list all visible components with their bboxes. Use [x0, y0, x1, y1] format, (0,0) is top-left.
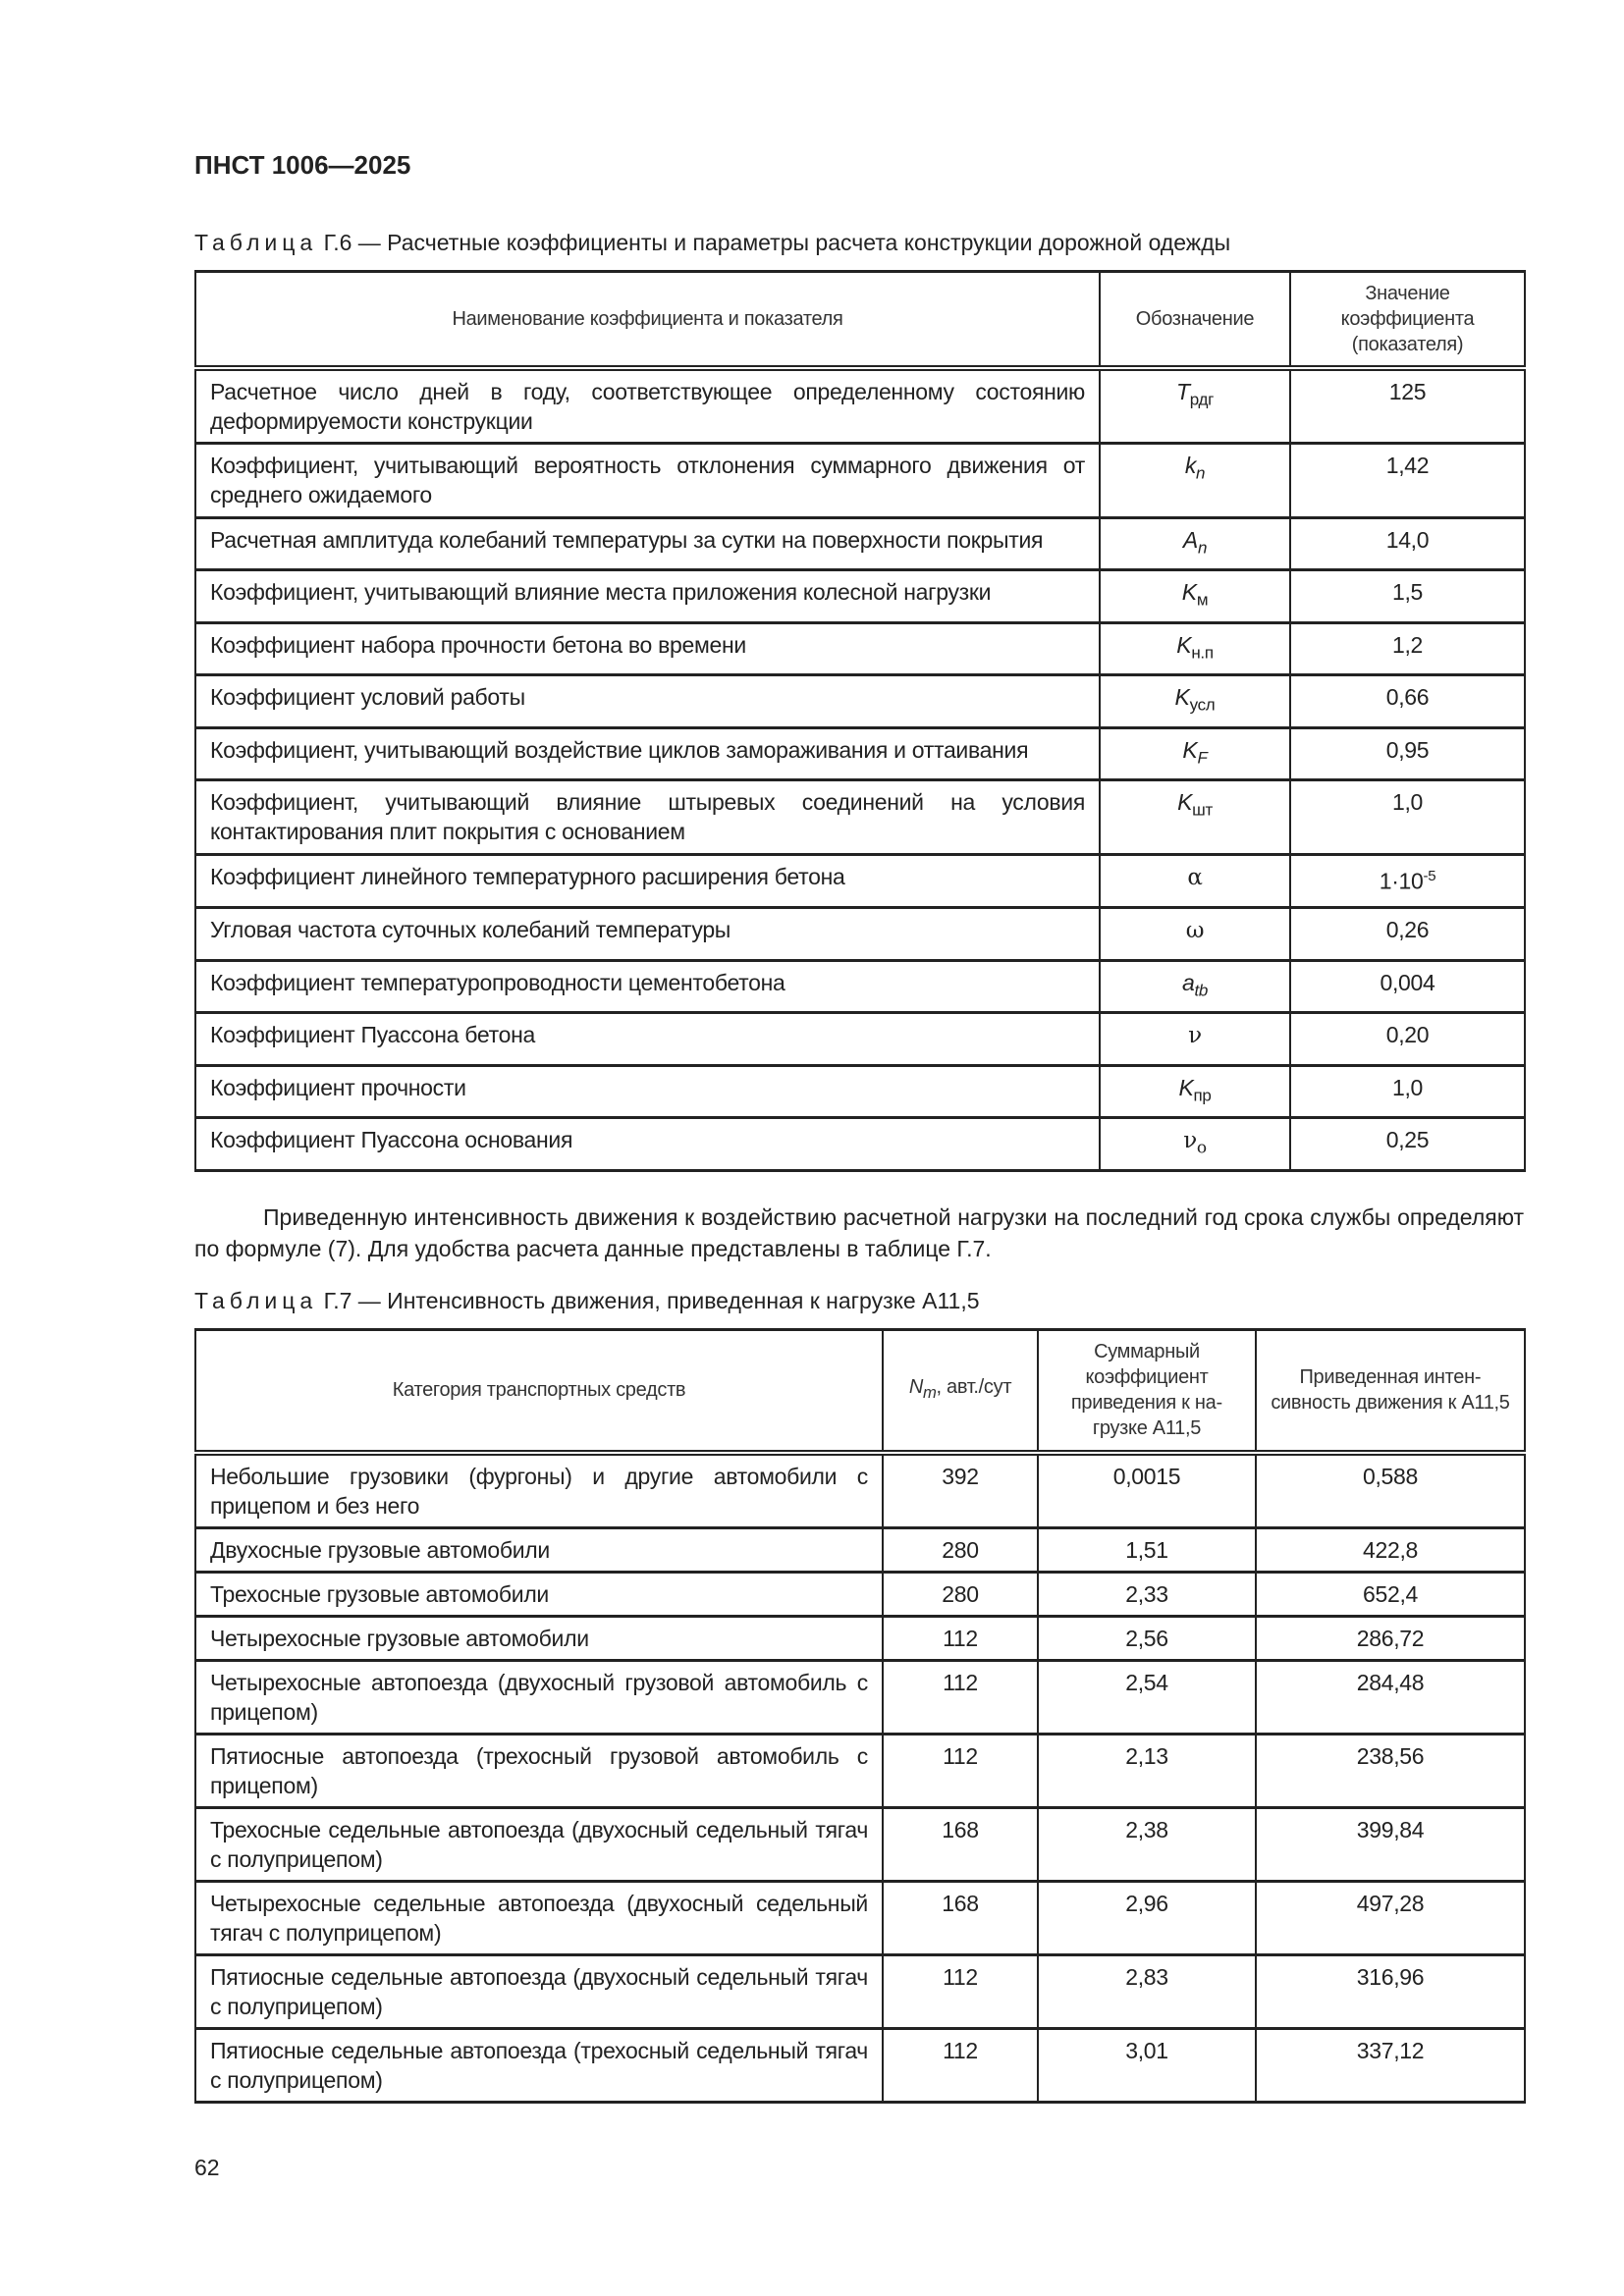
- table-row: [195, 1954, 1525, 2028]
- header-intensity: Приведенная интенсивность движения к А11,5: [1256, 1330, 1525, 1453]
- table-row: [195, 1616, 1525, 1660]
- coefficient-symbol: [1100, 855, 1290, 908]
- nm-value: 112: [883, 1616, 1038, 1660]
- symbol-letter: K: [1178, 1074, 1194, 1100]
- coefficient-value: [1290, 368, 1525, 444]
- coefficient-value: [1290, 622, 1525, 675]
- coefficient-value: 3,01: [1038, 2028, 1256, 2102]
- symbol-letter: k: [1184, 452, 1197, 478]
- coefficient-symbol: [1100, 570, 1290, 623]
- vehicle-category: Пятиосные автопоезда (трехосный грузовой автомобиль с прицепом): [195, 1734, 883, 1807]
- symbol-letter: A: [1182, 526, 1198, 553]
- coefficient-name: Коэффициент Пуассона бетона: [195, 1013, 1100, 1066]
- coefficient-value: 2,54: [1038, 1660, 1256, 1734]
- nm-value: 168: [883, 1807, 1038, 1881]
- coefficient-value: [1290, 1013, 1525, 1066]
- symbol-subscript: n: [1197, 538, 1208, 558]
- intensity-value: 399,84: [1256, 1807, 1525, 1881]
- value: 0,26: [1385, 917, 1430, 943]
- value: 0,25: [1385, 1127, 1430, 1153]
- coefficient-symbol: [1100, 622, 1290, 675]
- table-row: [195, 1118, 1525, 1171]
- coefficient-value: 2,33: [1038, 1572, 1256, 1616]
- coefficient-value: 0,0015: [1038, 1453, 1256, 1528]
- value: 1,0: [1391, 789, 1424, 816]
- symbol: [1177, 789, 1213, 821]
- table-row: [195, 570, 1525, 623]
- symbol: [1178, 1074, 1212, 1105]
- symbol-subscript: о: [1196, 1139, 1207, 1159]
- symbol-subscript: tb: [1194, 981, 1209, 1000]
- nm-subscript: m: [922, 1383, 937, 1403]
- value: 1·10: [1379, 869, 1424, 895]
- coefficient-symbol: [1100, 960, 1290, 1013]
- table-row: [195, 908, 1525, 961]
- symbol-letter: K: [1177, 789, 1193, 816]
- symbol-letter: ν: [1183, 1128, 1197, 1154]
- coefficient-value: [1290, 443, 1525, 517]
- coefficient-value: 1,51: [1038, 1527, 1256, 1572]
- coefficient-value: [1290, 517, 1525, 570]
- symbol-letter: K: [1176, 631, 1192, 658]
- value: 1,0: [1391, 1074, 1424, 1100]
- symbol-subscript: F: [1197, 748, 1208, 768]
- table-row: [195, 1734, 1525, 1807]
- table-row: [195, 675, 1525, 728]
- intensity-value: 497,28: [1256, 1881, 1525, 1954]
- symbol: [1174, 684, 1216, 715]
- caption-text: Г.6 — Расчетные коэффициенты и параметры расчета конструкции дорожной одежды: [323, 230, 1231, 255]
- intensity-value: 422,8: [1256, 1527, 1525, 1572]
- coefficient-symbol: [1100, 1013, 1290, 1066]
- coefficient-symbol: [1100, 908, 1290, 961]
- vehicle-category: Четырехосные грузовые автомобили: [195, 1616, 883, 1660]
- symbol: [1183, 1128, 1207, 1159]
- coefficient-symbol: [1100, 1118, 1290, 1171]
- vehicle-category: Трехосные грузовые автомобили: [195, 1572, 883, 1616]
- coefficient-value: [1290, 675, 1525, 728]
- nm-value: 280: [883, 1527, 1038, 1572]
- vehicle-category: Пятиосные седельные автопоезда (двухосный седельный тягач с полуприцепом): [195, 1954, 883, 2028]
- nm-value: 392: [883, 1453, 1038, 1528]
- symbol: [1187, 865, 1202, 890]
- coefficient-value: [1290, 1118, 1525, 1171]
- nm-value: 112: [883, 1660, 1038, 1734]
- vehicle-category: Четырехосные автопоезда (двухосный грузовой автомобиль с прицепом): [195, 1660, 883, 1734]
- value: 0,004: [1380, 969, 1435, 995]
- value: 0,66: [1385, 684, 1430, 711]
- table-g7: [194, 1328, 1526, 2104]
- symbol-subscript: рдг: [1189, 390, 1215, 409]
- coefficient-value: [1290, 727, 1525, 780]
- symbol-letter: α: [1187, 865, 1203, 891]
- coefficient-value: [1290, 780, 1525, 855]
- intensity-value: 284,48: [1256, 1660, 1525, 1734]
- table-row: [195, 780, 1525, 855]
- table-g6: [194, 270, 1526, 1172]
- coefficient-name: Коэффициент, учитывающий вероятность отклонения суммарного движения от среднего ожидаемого: [195, 443, 1100, 517]
- coefficient-symbol: [1100, 368, 1290, 444]
- table-row: [195, 1807, 1525, 1881]
- coefficient-value: 2,83: [1038, 1954, 1256, 2028]
- caption-word: Таблица: [194, 230, 318, 255]
- table-row: [195, 368, 1525, 444]
- table-row: [195, 517, 1525, 570]
- coefficient-name: Коэффициент Пуассона основания: [195, 1118, 1100, 1171]
- symbol-letter: ν: [1188, 1023, 1202, 1049]
- body-paragraph: Приведенную интенсивность движения к воздействию расчетной нагрузки на последний год срока службы определяют по формуле (7). Для удобства расчета данные представлены в таблице Г.7.: [194, 1204, 1524, 1262]
- symbol: [1181, 579, 1209, 610]
- vehicle-category: Четырехосные седельные автопоезда (двухосный седельный тягач с полуприцепом): [195, 1881, 883, 1954]
- value: 0,20: [1385, 1022, 1430, 1048]
- vehicle-category: Двухосные грузовые автомобили: [195, 1527, 883, 1572]
- coefficient-name: Коэффициент, учитывающий влияние штыревых соединений на условия контактирования плит покрытия с основанием: [195, 780, 1100, 855]
- vehicle-category: Пятиосные седельные автопоезда (трехосный седельный тягач с полуприцепом): [195, 2028, 883, 2102]
- table-row: [195, 443, 1525, 517]
- table-row: [195, 960, 1525, 1013]
- nm-unit: , авт./сут: [936, 1376, 1012, 1399]
- coefficient-name: Коэффициент, учитывающий воздействие циклов замораживания и оттаивания: [195, 727, 1100, 780]
- coefficient-name: Коэффициент прочности: [195, 1065, 1100, 1118]
- table-row: [195, 1065, 1525, 1118]
- header-category: Категория транспортных средств: [195, 1330, 883, 1453]
- caption-word: Таблица: [194, 1288, 318, 1314]
- document-id: ПНСТ 1006—2025: [194, 150, 411, 180]
- intensity-value: 286,72: [1256, 1616, 1525, 1660]
- table-row: [195, 727, 1525, 780]
- intensity-value: 337,12: [1256, 2028, 1525, 2102]
- value: 1,2: [1391, 631, 1424, 658]
- page-number: 62: [194, 2154, 220, 2180]
- coefficient-value: [1290, 855, 1525, 908]
- symbol-letter: K: [1182, 736, 1198, 763]
- table-row: [195, 1453, 1525, 1528]
- header-nm: [883, 1330, 1038, 1453]
- header-value: Значение коэффициента (показателя): [1290, 272, 1525, 368]
- coefficient-symbol: [1100, 517, 1290, 570]
- symbol-letter: ω: [1185, 918, 1205, 944]
- symbol: [1188, 1023, 1202, 1048]
- coefficient-name: Коэффициент, учитывающий влияние места приложения колесной нагрузки: [195, 570, 1100, 623]
- table-row: [195, 855, 1525, 908]
- coefficient-value: [1290, 1065, 1525, 1118]
- nm-value: 112: [883, 1734, 1038, 1807]
- symbol: [1175, 378, 1215, 409]
- value-exponent: -5: [1423, 868, 1436, 885]
- intensity-value: 316,96: [1256, 1954, 1525, 2028]
- nm-value: 280: [883, 1572, 1038, 1616]
- symbol: [1181, 969, 1209, 1000]
- intensity-value: 238,56: [1256, 1734, 1525, 1807]
- header-coefficient: Суммарный коэффициент приведения к нагрузке А11,5: [1038, 1330, 1256, 1453]
- coefficient-name: Расчетная амплитуда колебаний температуры за сутки на поверхности покрытия: [195, 517, 1100, 570]
- coefficient-value: [1290, 960, 1525, 1013]
- nm-value: 112: [883, 2028, 1038, 2102]
- symbol: [1182, 526, 1208, 558]
- table-g7-caption: [194, 1286, 1524, 1315]
- coefficient-value: [1290, 908, 1525, 961]
- header-name: Наименование коэффициента и показателя: [195, 272, 1100, 368]
- table-row: [195, 1881, 1525, 1954]
- symbol-subscript: н.п: [1191, 643, 1214, 663]
- table-row: [195, 1572, 1525, 1616]
- intensity-value: 652,4: [1256, 1572, 1525, 1616]
- table-g6-caption: [194, 228, 1524, 257]
- symbol-subscript: м: [1196, 590, 1209, 610]
- nm-value: 112: [883, 1954, 1038, 2028]
- vehicle-category: Небольшие грузовики (фургоны) и другие автомобили с прицепом и без него: [195, 1453, 883, 1528]
- symbol-letter: K: [1174, 684, 1190, 711]
- coefficient-value: 2,56: [1038, 1616, 1256, 1660]
- coefficient-name: Коэффициент набора прочности бетона во времени: [195, 622, 1100, 675]
- symbol: [1182, 736, 1208, 768]
- value: 125: [1388, 378, 1427, 404]
- coefficient-value: 2,13: [1038, 1734, 1256, 1807]
- coefficient-symbol: [1100, 727, 1290, 780]
- coefficient-symbol: [1100, 780, 1290, 855]
- intensity-value: 0,588: [1256, 1453, 1525, 1528]
- coefficient-name: Угловая частота суточных колебаний температуры: [195, 908, 1100, 961]
- symbol-letter: T: [1175, 378, 1190, 404]
- symbol: [1184, 452, 1206, 483]
- symbol-subscript: шт: [1192, 801, 1213, 821]
- coefficient-value: 2,96: [1038, 1881, 1256, 1954]
- value: 1,5: [1391, 579, 1424, 606]
- table-row: [195, 1527, 1525, 1572]
- caption-text: Г.7 — Интенсивность движения, приведенная к нагрузке А11,5: [323, 1288, 980, 1314]
- value: 14,0: [1385, 526, 1430, 553]
- coefficient-name: Коэффициент условий работы: [195, 675, 1100, 728]
- vehicle-category: Трехосные седельные автопоезда (двухосный седельный тягач с полуприцепом): [195, 1807, 883, 1881]
- coefficient-name: Коэффициент линейного температурного расширения бетона: [195, 855, 1100, 908]
- coefficient-value: [1290, 570, 1525, 623]
- nm-symbol: N: [908, 1376, 923, 1399]
- table-row: [195, 1013, 1525, 1066]
- header-symbol: Обозначение: [1100, 272, 1290, 368]
- coefficient-symbol: [1100, 443, 1290, 517]
- table-row: [195, 1660, 1525, 1734]
- value: 1,42: [1385, 452, 1430, 478]
- coefficient-name: Расчетное число дней в году, соответствующее определенному состоянию деформируемости конструкции: [195, 368, 1100, 444]
- nm-value: 168: [883, 1881, 1038, 1954]
- symbol: [1186, 918, 1204, 943]
- symbol-subscript: n: [1196, 463, 1206, 483]
- symbol: [1176, 631, 1214, 663]
- value: 0,95: [1385, 736, 1430, 763]
- coefficient-symbol: [1100, 675, 1290, 728]
- coefficient-value: 2,38: [1038, 1807, 1256, 1881]
- coefficient-symbol: [1100, 1065, 1290, 1118]
- symbol-subscript: усл: [1189, 695, 1216, 715]
- table-row: [195, 2028, 1525, 2102]
- table-row: [195, 622, 1525, 675]
- symbol-letter: a: [1181, 969, 1195, 995]
- symbol-subscript: пр: [1193, 1086, 1212, 1105]
- symbol-letter: K: [1181, 579, 1197, 606]
- coefficient-name: Коэффициент температуропроводности цементобетона: [195, 960, 1100, 1013]
